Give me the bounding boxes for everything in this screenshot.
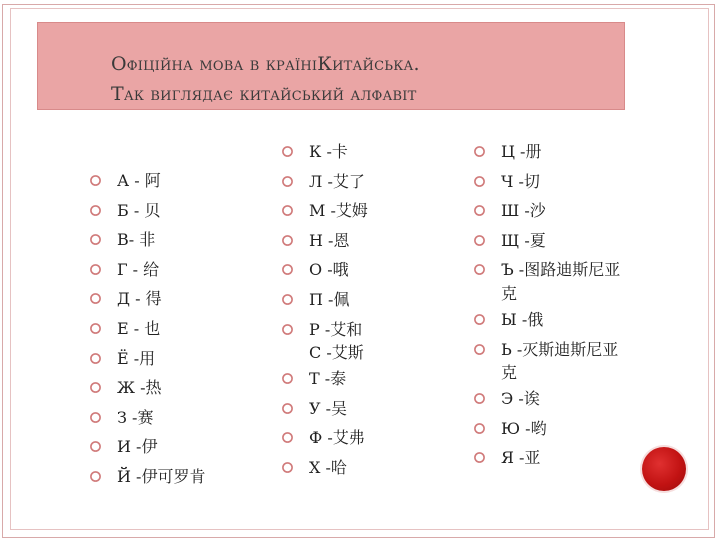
alphabet-item-continuation: 克 bbox=[501, 283, 518, 303]
alphabet-item-text: Ъ -图路迪斯尼亚 bbox=[501, 260, 621, 280]
circle-bullet-icon bbox=[89, 411, 102, 424]
alphabet-item-text: Ь -灭斯迪斯尼亚 bbox=[501, 339, 619, 359]
alphabet-item-text: Ш -沙 bbox=[501, 201, 546, 221]
alphabet-item bbox=[89, 255, 279, 285]
circle-bullet-icon bbox=[473, 263, 486, 276]
alphabet-item bbox=[281, 315, 471, 365]
alphabet-item bbox=[89, 284, 279, 314]
alphabet-item bbox=[473, 196, 673, 226]
alphabet-item bbox=[281, 423, 471, 453]
alphabet-item-text: Щ -夏 bbox=[501, 230, 546, 250]
circle-bullet-icon bbox=[473, 422, 486, 435]
alphabet-item bbox=[89, 225, 279, 255]
circle-bullet-icon bbox=[281, 263, 294, 276]
alphabet-item bbox=[473, 226, 673, 256]
alphabet-item-text: Х -哈 bbox=[309, 457, 347, 477]
circle-bullet-icon bbox=[89, 440, 102, 453]
alphabet-item-continuation: С -艾斯 bbox=[309, 343, 364, 363]
title-line-1: Офіційна мова в країніКитайська. bbox=[111, 53, 420, 75]
alphabet-item bbox=[281, 196, 471, 226]
circle-bullet-icon bbox=[473, 451, 486, 464]
alphabet-item bbox=[89, 432, 279, 462]
alphabet-item-text: Ы -俄 bbox=[501, 309, 544, 329]
alphabet-item-text: Э -诶 bbox=[501, 389, 540, 409]
alphabet-column-1 bbox=[89, 166, 279, 492]
circle-bullet-icon bbox=[473, 313, 486, 326]
alphabet-item-text: И -伊 bbox=[117, 437, 158, 457]
circle-bullet-icon bbox=[281, 175, 294, 188]
alphabet-item-text: П -佩 bbox=[309, 289, 350, 309]
alphabet-item-text: К -卡 bbox=[309, 142, 348, 161]
circle-bullet-icon bbox=[473, 175, 486, 188]
alphabet-item bbox=[281, 364, 471, 394]
alphabet-item-text: Ф -艾弗 bbox=[309, 428, 365, 448]
alphabet-item bbox=[473, 414, 673, 444]
circle-bullet-icon bbox=[89, 381, 102, 394]
alphabet-item bbox=[281, 255, 471, 285]
circle-bullet-icon bbox=[89, 470, 102, 483]
alphabet-item bbox=[89, 314, 279, 344]
alphabet-item-text: Т -泰 bbox=[309, 369, 347, 389]
circle-bullet-icon bbox=[473, 343, 486, 356]
alphabet-item bbox=[473, 255, 673, 305]
alphabet-item-text: Ц -册 bbox=[501, 142, 542, 161]
alphabet-item bbox=[281, 167, 471, 197]
alphabet-item-text: Й -伊可罗肯 bbox=[117, 466, 206, 486]
alphabet-item bbox=[281, 137, 471, 167]
alphabet-item bbox=[473, 335, 673, 385]
alphabet-item bbox=[473, 167, 673, 197]
alphabet-column-2 bbox=[281, 137, 471, 483]
alphabet-item-text: Ю -哟 bbox=[501, 418, 547, 438]
circle-bullet-icon bbox=[281, 372, 294, 385]
alphabet-item bbox=[89, 344, 279, 374]
circle-bullet-icon bbox=[473, 204, 486, 217]
circle-bullet-icon bbox=[281, 402, 294, 415]
alphabet-item bbox=[473, 137, 673, 167]
circle-bullet-icon bbox=[281, 234, 294, 247]
alphabet-item-text: Г - 给 bbox=[117, 259, 160, 279]
circle-bullet-icon bbox=[281, 323, 294, 336]
alphabet-item-text: Б - 贝 bbox=[117, 200, 161, 220]
alphabet-item bbox=[281, 394, 471, 424]
alphabet-item-text: В- 非 bbox=[117, 230, 156, 250]
circle-bullet-icon bbox=[89, 352, 102, 365]
alphabet-item-text: Ж -热 bbox=[117, 378, 162, 398]
title-line-2: Так виглядає китайський алфавіт bbox=[111, 83, 417, 105]
alphabet-item bbox=[89, 373, 279, 403]
alphabet-item bbox=[281, 285, 471, 315]
alphabet-item bbox=[89, 462, 279, 492]
alphabet-item bbox=[89, 166, 279, 196]
alphabet-item bbox=[281, 453, 471, 483]
alphabet-column-3 bbox=[473, 137, 673, 473]
alphabet-item-text: А - 阿 bbox=[117, 171, 161, 190]
circle-bullet-icon bbox=[89, 204, 102, 217]
alphabet-item bbox=[473, 384, 673, 414]
alphabet-item bbox=[473, 305, 673, 335]
alphabet-item-text: Л -艾了 bbox=[309, 171, 365, 191]
circle-bullet-icon bbox=[473, 234, 486, 247]
alphabet-item-text: О -哦 bbox=[309, 260, 349, 280]
alphabet-item-text: У -吴 bbox=[309, 398, 348, 418]
alphabet-item-text: З -赛 bbox=[117, 407, 154, 427]
circle-bullet-icon bbox=[473, 392, 486, 405]
alphabet-item-text: Р -艾和 bbox=[309, 319, 363, 339]
alphabet-item bbox=[89, 403, 279, 433]
title-box bbox=[37, 22, 625, 110]
alphabet-item-text: Н -恩 bbox=[309, 230, 350, 250]
circle-bullet-icon bbox=[89, 174, 102, 187]
circle-bullet-icon bbox=[89, 322, 102, 335]
alphabet-item bbox=[281, 226, 471, 256]
alphabet-item-text: Е - 也 bbox=[117, 318, 161, 338]
circle-bullet-icon bbox=[89, 263, 102, 276]
circle-bullet-icon bbox=[281, 145, 294, 158]
circle-bullet-icon bbox=[281, 204, 294, 217]
alphabet-item bbox=[89, 196, 279, 226]
alphabet-item-text: Ч -切 bbox=[501, 171, 540, 191]
alphabet-item-text: Д - 得 bbox=[117, 289, 162, 309]
alphabet-item-text: М -艾姆 bbox=[309, 201, 368, 221]
alphabet-item-text: Я -亚 bbox=[501, 448, 541, 468]
alphabet-item-continuation: 克 bbox=[501, 363, 518, 383]
circle-bullet-icon bbox=[89, 292, 102, 305]
circle-bullet-icon bbox=[473, 145, 486, 158]
circle-bullet-icon bbox=[281, 431, 294, 444]
circle-bullet-icon bbox=[89, 233, 102, 246]
red-circle-icon bbox=[642, 447, 686, 491]
alphabet-item-text: Ё -用 bbox=[117, 348, 156, 368]
circle-bullet-icon bbox=[281, 461, 294, 474]
circle-bullet-icon bbox=[281, 293, 294, 306]
